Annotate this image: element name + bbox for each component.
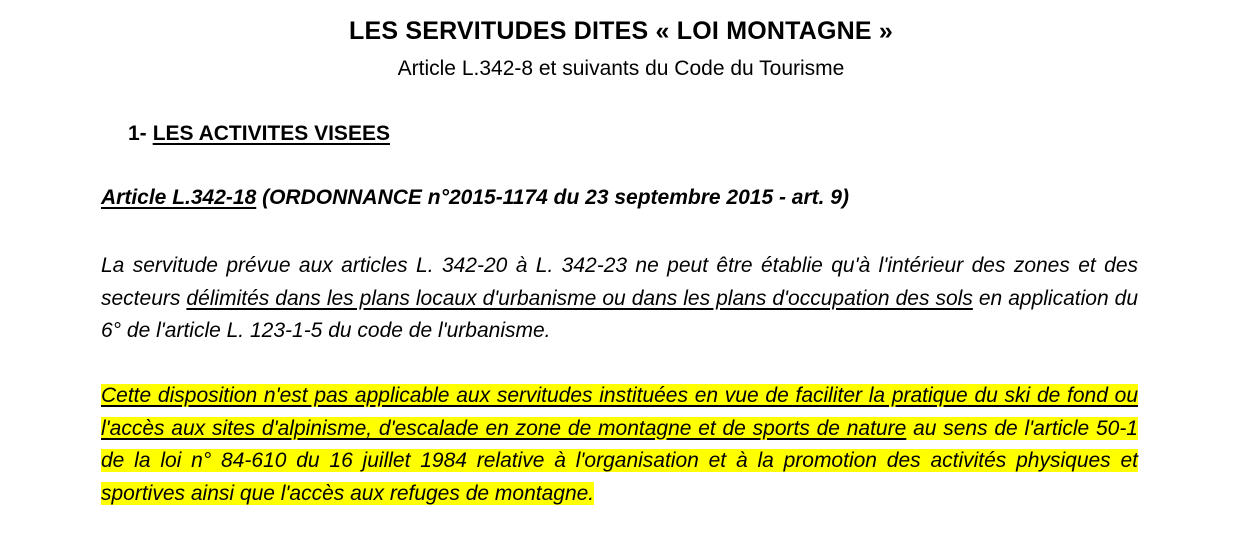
paragraph-2-highlight [101, 384, 1138, 505]
paragraph-1-text-a: La servitude prévue aux articles L. 342-20 à L. 342-23 ne peut être établie qu'à l'intérieur des zones et des secteurs [101, 254, 1138, 310]
paragraph-1 [101, 250, 1138, 348]
document-subtitle: Article L.342-8 et suivants du Code du Tourisme [397, 57, 845, 80]
paragraph-2-underlined: Cette disposition n'est pas applicable aux servitudes instituées en vue de faciliter la pratique du ski de fond ou l'accès aux sites d'alpinisme, d'escalade en zone de montagne et de sports de nature [101, 384, 1138, 440]
article-source: (ORDONNANCE n°2015-1174 du 23 septembre 2015 - art. 9) [256, 186, 849, 209]
section-label: LES ACTIVITES VISEES [152, 122, 390, 145]
article-reference: Article L.342-18 [101, 186, 257, 209]
section-number: 1- [128, 122, 147, 145]
section-heading [128, 122, 390, 146]
paragraph-1-underlined: délimités dans les plans locaux d'urbanisme ou dans les plans d'occupation des sols [186, 286, 973, 310]
article-heading [101, 186, 849, 210]
paragraph-2 [101, 380, 1138, 510]
paragraph-2-text-b: au sens de l'article 50-1 de la loi n° 84-610 du 16 juillet 1984 relative à l'organisation et à la promotion des activités physiques et sportives ainsi que l'accès aux refuges de montagne. [101, 416, 1138, 505]
paragraph-1-text-b: en application du 6° de l'article L. 123-1-5 du code de l'urbanisme. [101, 286, 1139, 342]
document-title: LES SERVITUDES DITES « LOI MONTAGNE » [348, 17, 894, 45]
